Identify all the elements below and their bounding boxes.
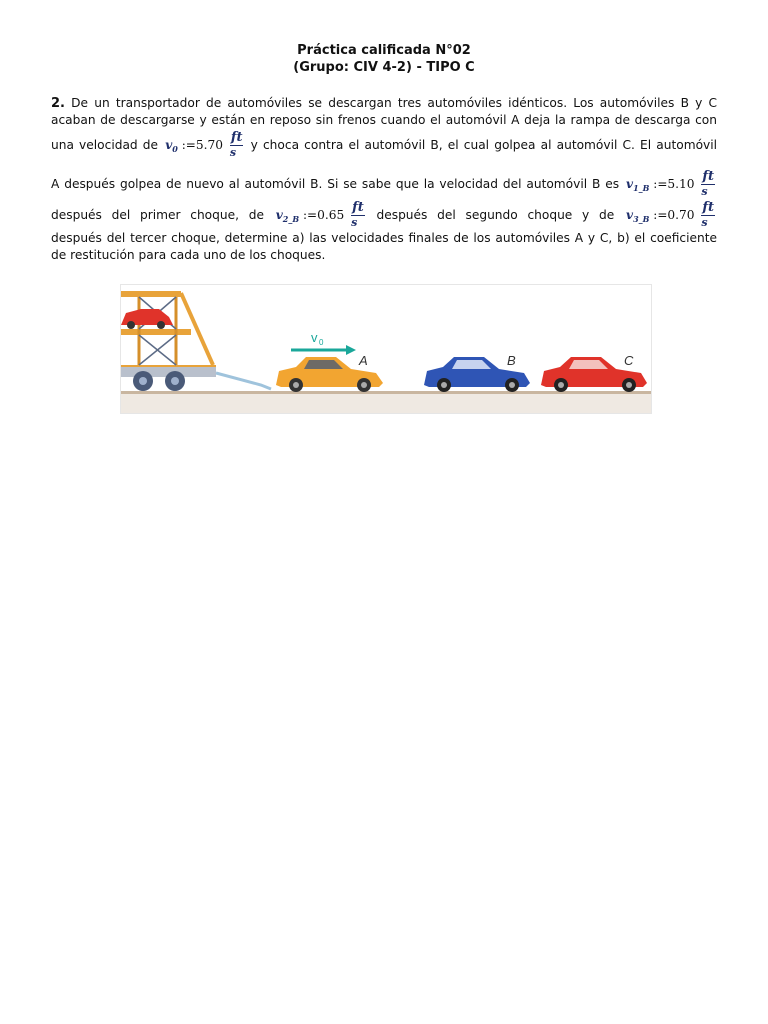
car-a	[276, 353, 383, 392]
car-a-label: A	[359, 353, 368, 368]
problem-line-4: A después golpea de nuevo al automóvil B. Si se sabe que la velocidad del automóvil B es $v_{1\_B}$ :=5.10 $\frac{ft}{s}$	[51, 169, 715, 198]
problem-line-1: 2. De un transportador de automóviles se descargan tres automóviles idénticos. Los automóviles B y C	[51, 96, 718, 111]
problem-line-5: después del primer choque, de $v_{2\_B}$ :=0.65 $\frac{ft}{s}$ después del segundo choque y de $v_{3\_B}$ :=0.70 $\frac{ft}{s}$	[51, 200, 715, 229]
equation-v1b: $v_{1\_B}$ :=5.10 $\frac{ft}{s}$	[625, 169, 715, 198]
velocity-label: v	[311, 330, 318, 345]
problem-line-7: de restitución para cada uno de los choques.	[51, 248, 326, 262]
figure-illustration	[121, 285, 651, 413]
velocity-subscript: 0	[319, 338, 324, 347]
equation-v2b: $v_{2\_B}$ :=0.65 $\frac{ft}{s}$	[275, 200, 364, 229]
equation-v3b: $v_{3\_B}$ :=0.70 $\frac{ft}{s}$	[625, 200, 715, 229]
car-b-label: B	[507, 353, 516, 368]
car-c-label: C	[624, 353, 634, 368]
ground-line	[121, 391, 651, 394]
problem-line-6: después del tercer choque, determine a) las velocidades finales de los automóviles A y C, b) el coeficiente	[51, 231, 717, 245]
equation-v0: $v_0$ :=5.70 $\frac{ft}{s}$	[165, 130, 243, 159]
velocity-arrow	[291, 330, 356, 355]
document-header	[0, 42, 768, 76]
document-subtitle: (Grupo: CIV 4-2) - TIPO C	[293, 60, 475, 75]
car-c	[541, 353, 647, 392]
ground	[121, 391, 651, 413]
car-transporter	[121, 291, 271, 391]
car-collision-figure	[120, 284, 652, 414]
problem-number: 2.	[51, 96, 65, 111]
problem-line-2: acaban de descargarse y están en reposo sin frenos cuando el automóvil A deja la rampa de descarga con	[51, 113, 717, 127]
problem-statement	[51, 95, 717, 264]
document-title: Práctica calificada N°02	[297, 43, 471, 58]
problem-line-3: una velocidad de $v_0$ :=5.70 $\frac{ft}{s}$ y choca contra el automóvil B, el cual golpea al automóvil C. El automóvil	[51, 130, 718, 159]
car-b	[424, 353, 530, 392]
